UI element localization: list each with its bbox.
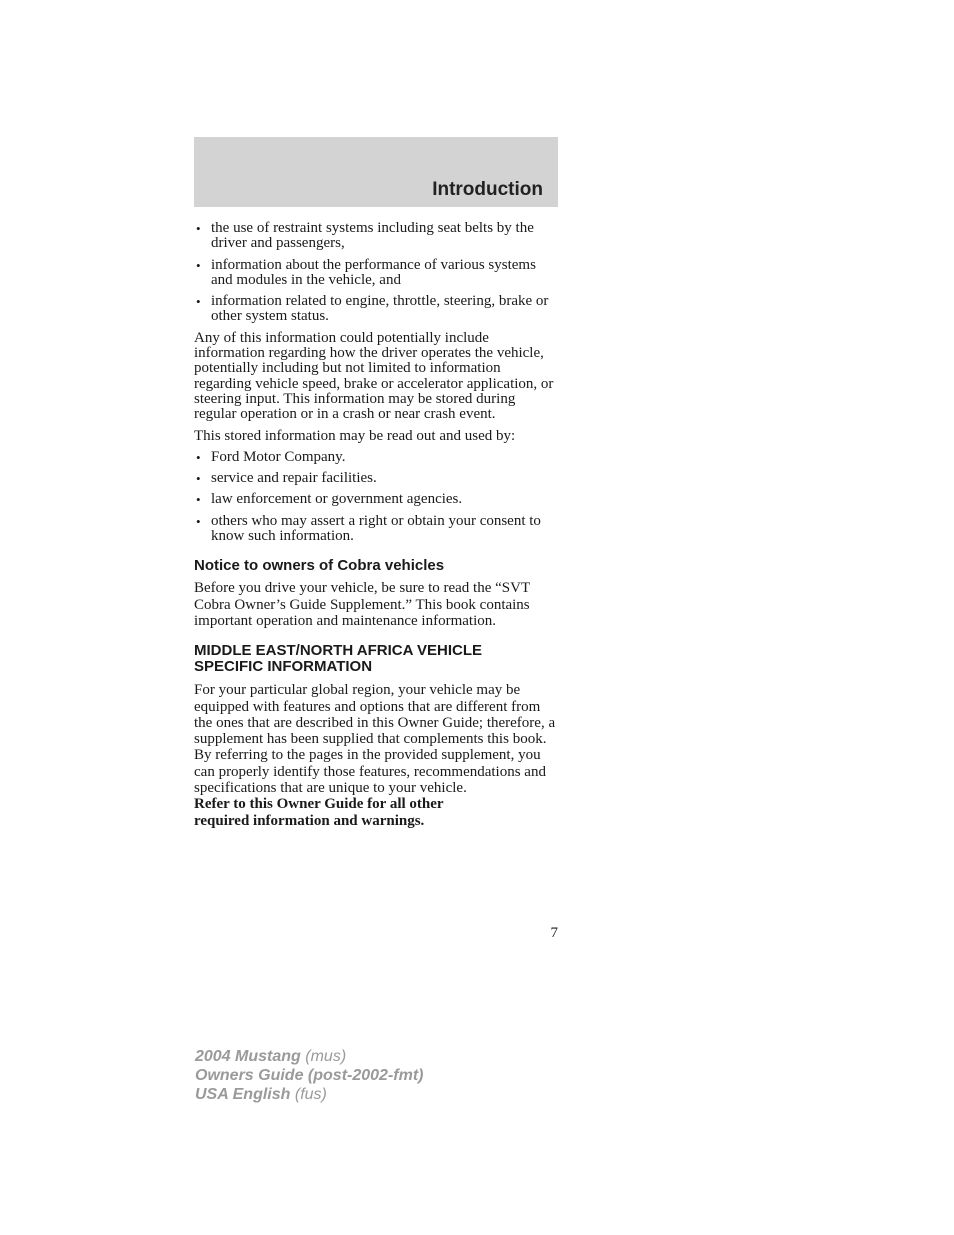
paragraph-read-out: This stored information may be read out and used by: bbox=[194, 427, 516, 444]
bullet-icon: • bbox=[196, 294, 201, 310]
list-item: • the use of restraint systems including seat belts by the driver and passengers, bbox=[196, 220, 534, 252]
warning-text: Refer to this Owner Guide for all other bbox=[194, 796, 444, 813]
mena-heading: MIDDLE EAST/NORTH AFRICA VEHICLE SPECIFIC INFORMATION bbox=[194, 642, 483, 676]
page-content bbox=[194, 221, 558, 835]
list-item: • service and repair facilities. bbox=[196, 470, 377, 487]
section-header-band bbox=[194, 137, 558, 207]
cobra-notice-heading: Notice to owners of Cobra vehicles bbox=[194, 557, 445, 575]
paragraph-stored-info: Any of this information could potentially include information regarding how the driver operates the vehicle, potentially including but not limited to information regarding vehicle speed, brake or accelerator application, or steering input. This information may be stored during regular operation or in a crash or near crash event. bbox=[194, 329, 554, 423]
list-item: • Ford Motor Company. bbox=[196, 448, 346, 465]
list-item: • others who may assert a right or obtain your consent to know such information. bbox=[196, 512, 541, 545]
list-item: • information related to engine, throttle, steering, brake or other system status. bbox=[196, 293, 549, 325]
recorded-data-list bbox=[194, 221, 558, 325]
bullet-icon: • bbox=[196, 471, 201, 487]
page-number: 7 bbox=[550, 925, 558, 941]
list-item: • information about the performance of various systems and modules in the vehicle, and bbox=[196, 256, 536, 288]
bullet-icon: • bbox=[196, 257, 201, 273]
bullet-icon: • bbox=[196, 513, 201, 529]
bullet-icon: • bbox=[196, 221, 201, 236]
bullet-icon: • bbox=[196, 492, 201, 508]
read-out-by-list bbox=[194, 450, 558, 544]
cobra-notice-body: Before you drive your vehicle, be sure to read the “SVT Cobra Owner’s Guide Supplement.” This book contains important operation and maintenance information. bbox=[194, 580, 530, 629]
warning-text: required information and warnings. bbox=[194, 812, 425, 829]
section-title: Introduction bbox=[432, 179, 543, 200]
list-item: • law enforcement or government agencies. bbox=[196, 491, 463, 508]
bullet-icon: • bbox=[196, 449, 201, 465]
mena-body: For your particular global region, your vehicle may be equipped with features and options that are different from the ones that are described in this Owner Guide; therefore, a supplement has been supplied that complements this book. By referring to the pages in the provided supplement, you can properly identify those features, recommendations and specifications that are unique to your vehicle. Refer to this Owner Guide for all other required information and warnings. bbox=[194, 682, 556, 829]
document-footer: 2004 Mustang (mus) Owners Guide (post-2002-fmt) USA English (fus) bbox=[195, 1048, 424, 1103]
